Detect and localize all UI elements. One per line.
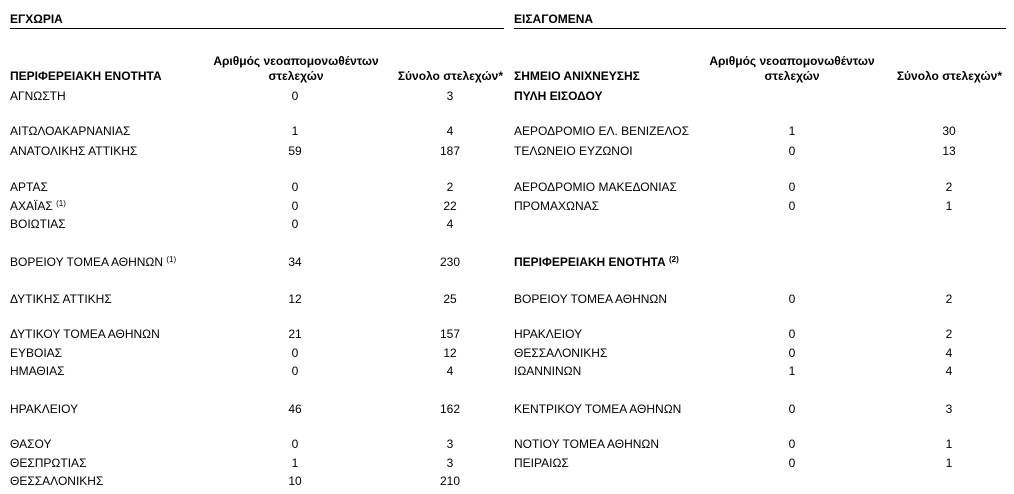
row-name-text: ΑΝΑΤΟΛΙΚΗΣ ΑΤΤΙΚΗΣ xyxy=(10,144,138,158)
row-name-text: ΒΟΡΕΙΟΥ ΤΟΜΕΑ ΑΘΗΝΩΝ xyxy=(10,255,164,269)
row-name xyxy=(10,456,86,470)
right-col-new-header-line2: στελεχών xyxy=(764,69,820,83)
left-col-total-header: Σύνολο στελεχών* xyxy=(397,69,503,83)
left-section-rule xyxy=(10,28,504,29)
row-name xyxy=(10,199,66,213)
right-section-title: ΕΙΣΑΓΟΜΕΝΑ xyxy=(514,12,594,26)
row-new-isolates: 0 xyxy=(291,364,299,378)
row-total-strains: 2 xyxy=(945,327,953,341)
row-total-strains: 3 xyxy=(945,402,953,416)
row-new-isolates: 0 xyxy=(788,437,796,451)
row-new-isolates: 1 xyxy=(788,124,796,138)
row-name xyxy=(10,364,65,378)
row-total-strains: 4 xyxy=(446,217,454,231)
row-total-strains: 13 xyxy=(942,144,956,158)
row-total-strains: 1 xyxy=(945,437,953,451)
left-col-new-header xyxy=(196,54,396,84)
row-name-text: ΔΥΤΙΚΟΥ ΤΟΜΕΑ ΑΘΗΝΩΝ xyxy=(10,327,160,341)
row-name-text: ΑΕΡΟΔΡΟΜΙΟ ΕΛ. ΒΕΝΙΖΕΛΟΣ xyxy=(514,124,689,138)
row-name xyxy=(514,327,582,341)
row-name-text: ΑΕΡΟΔΡΟΜΙΟ ΜΑΚΕΔΟΝΙΑΣ xyxy=(514,180,677,194)
row-name xyxy=(10,292,112,306)
row-new-isolates: 0 xyxy=(788,327,796,341)
row-new-isolates: 0 xyxy=(788,402,796,416)
row-total-strains: 1 xyxy=(945,456,953,470)
row-name-text: ΘΑΣΟΥ xyxy=(10,437,52,451)
row-name xyxy=(10,255,176,269)
row-new-isolates: 0 xyxy=(788,346,796,360)
row-name xyxy=(514,124,689,138)
row-name-text: ΘΕΣΣΑΛΟΝΙΚΗΣ xyxy=(10,474,104,488)
right-col-new-header-line1: Αριθμός νεοαπομονωθέντων xyxy=(709,54,875,68)
right-col-new-header xyxy=(692,54,892,84)
footnote-marker: (2) xyxy=(668,255,679,264)
row-name xyxy=(514,364,581,378)
row-name xyxy=(10,89,66,103)
row-name-text: ΘΕΣΣΑΛΟΝΙΚΗΣ xyxy=(514,346,608,360)
row-name-text: ΑΧΑΪΑΣ xyxy=(10,199,53,213)
row-new-isolates: 59 xyxy=(288,144,302,158)
row-new-isolates: 0 xyxy=(291,199,299,213)
row-name-text: ΔΥΤΙΚΗΣ ΑΤΤΙΚΗΣ xyxy=(10,292,112,306)
row-new-isolates: 10 xyxy=(288,474,302,488)
row-new-isolates: 1 xyxy=(291,124,299,138)
row-new-isolates: 0 xyxy=(788,180,796,194)
row-total-strains: 157 xyxy=(439,327,461,341)
row-name-text: ΒΟΙΩΤΙΑΣ xyxy=(10,217,66,231)
row-name xyxy=(10,474,103,488)
right-col-point-header: ΣΗΜΕΙΟ ΑΝΙΧΝΕΥΣΗΣ xyxy=(514,69,640,83)
row-new-isolates: 0 xyxy=(788,292,796,306)
row-total-strains: 2 xyxy=(945,180,953,194)
row-new-isolates: 46 xyxy=(288,402,302,416)
row-name xyxy=(10,402,78,416)
row-name-text: ΘΕΣΠΡΩΤΙΑΣ xyxy=(10,456,87,470)
row-total-strains: 4 xyxy=(945,346,953,360)
row-name-text: ΠΕΡΙΦΕΡΕΙΑΚΗ ΕΝΟΤΗΤΑ xyxy=(514,255,666,269)
row-name-text: ΝΟΤΙΟΥ ΤΟΜΕΑ ΑΘΗΝΩΝ xyxy=(514,437,660,451)
row-total-strains: 2 xyxy=(945,292,953,306)
left-col-new-header-line2: στελεχών xyxy=(268,69,324,83)
row-new-isolates: 0 xyxy=(788,456,796,470)
row-name-text: ΙΩΑΝΝΙΝΩΝ xyxy=(514,364,582,378)
row-new-isolates: 34 xyxy=(288,255,302,269)
row-name-text: ΕΥΒΟΙΑΣ xyxy=(10,346,63,360)
row-name-text: ΒΟΡΕΙΟΥ ΤΟΜΕΑ ΑΘΗΝΩΝ xyxy=(514,292,668,306)
row-name-text: ΠΕΙΡΑΙΩΣ xyxy=(514,456,569,470)
row-total-strains: 230 xyxy=(439,255,461,269)
left-col-new-header-line1: Αριθμός νεοαπομονωθέντων xyxy=(213,54,379,68)
row-new-isolates: 21 xyxy=(288,327,302,341)
row-name xyxy=(10,327,160,341)
row-name xyxy=(10,346,62,360)
row-name-text: ΑΓΝΩΣΤΗ xyxy=(10,89,66,103)
row-name-text: ΗΜΑΘΙΑΣ xyxy=(10,364,65,378)
row-name-text: ΗΡΑΚΛΕΙΟΥ xyxy=(10,402,79,416)
right-col-total-header: Σύνολο στελεχών* xyxy=(896,69,1002,83)
row-name xyxy=(514,346,607,360)
row-name xyxy=(514,199,599,213)
row-total-strains: 25 xyxy=(443,292,457,306)
row-new-isolates: 12 xyxy=(288,292,302,306)
row-new-isolates: 0 xyxy=(291,346,299,360)
row-total-strains: 162 xyxy=(439,402,461,416)
row-new-isolates: 0 xyxy=(291,217,299,231)
row-new-isolates: 0 xyxy=(291,89,299,103)
row-total-strains: 210 xyxy=(439,474,461,488)
row-name xyxy=(514,456,569,470)
row-name-text: ΑΡΤΑΣ xyxy=(10,180,48,194)
row-total-strains: 4 xyxy=(446,364,454,378)
left-col-region-header: ΠΕΡΙΦΕΡΕΙΑΚΗ ΕΝΟΤΗΤΑ xyxy=(10,69,162,83)
row-name-text: ΠΥΛΗ ΕΙΣΟΔΟΥ xyxy=(514,89,603,103)
row-total-strains: 3 xyxy=(446,89,454,103)
right-section-rule xyxy=(514,28,1006,29)
group-subheader xyxy=(514,255,679,269)
row-name xyxy=(514,292,667,306)
row-total-strains: 12 xyxy=(443,346,457,360)
group-subheader xyxy=(514,89,602,103)
row-total-strains: 30 xyxy=(942,124,956,138)
row-name xyxy=(10,124,130,138)
row-new-isolates: 1 xyxy=(788,364,796,378)
row-new-isolates: 0 xyxy=(291,437,299,451)
row-total-strains: 4 xyxy=(446,124,454,138)
row-new-isolates: 0 xyxy=(788,144,796,158)
row-name-text: ΗΡΑΚΛΕΙΟΥ xyxy=(514,327,583,341)
row-total-strains: 3 xyxy=(446,456,454,470)
row-total-strains: 3 xyxy=(446,437,454,451)
row-name xyxy=(514,402,681,416)
row-total-strains: 1 xyxy=(945,199,953,213)
row-total-strains: 187 xyxy=(439,144,461,158)
footnote-marker: (1) xyxy=(166,255,177,264)
row-total-strains: 2 xyxy=(446,180,454,194)
row-name xyxy=(10,144,137,158)
row-new-isolates: 0 xyxy=(788,199,796,213)
row-total-strains: 4 xyxy=(945,364,953,378)
row-name xyxy=(514,437,659,451)
row-new-isolates: 1 xyxy=(291,456,299,470)
row-name xyxy=(10,180,48,194)
row-new-isolates: 0 xyxy=(291,180,299,194)
row-name xyxy=(514,144,633,158)
row-name xyxy=(10,217,66,231)
left-section-title: ΕΓΧΩΡΙΑ xyxy=(10,12,63,26)
row-name xyxy=(10,437,52,451)
row-name-text: ΤΕΛΩΝΕΙΟ ΕΥΖΩΝΟΙ xyxy=(514,144,633,158)
row-name xyxy=(514,180,677,194)
row-name-text: ΚΕΝΤΡΙΚΟΥ ΤΟΜΕΑ ΑΘΗΝΩΝ xyxy=(514,402,682,416)
row-name-text: ΠΡΟΜΑΧΩΝΑΣ xyxy=(514,199,600,213)
row-total-strains: 22 xyxy=(443,199,457,213)
row-name-text: ΑΙΤΩΛΟΑΚΑΡΝΑΝΙΑΣ xyxy=(10,124,131,138)
footnote-marker: (1) xyxy=(56,199,66,208)
